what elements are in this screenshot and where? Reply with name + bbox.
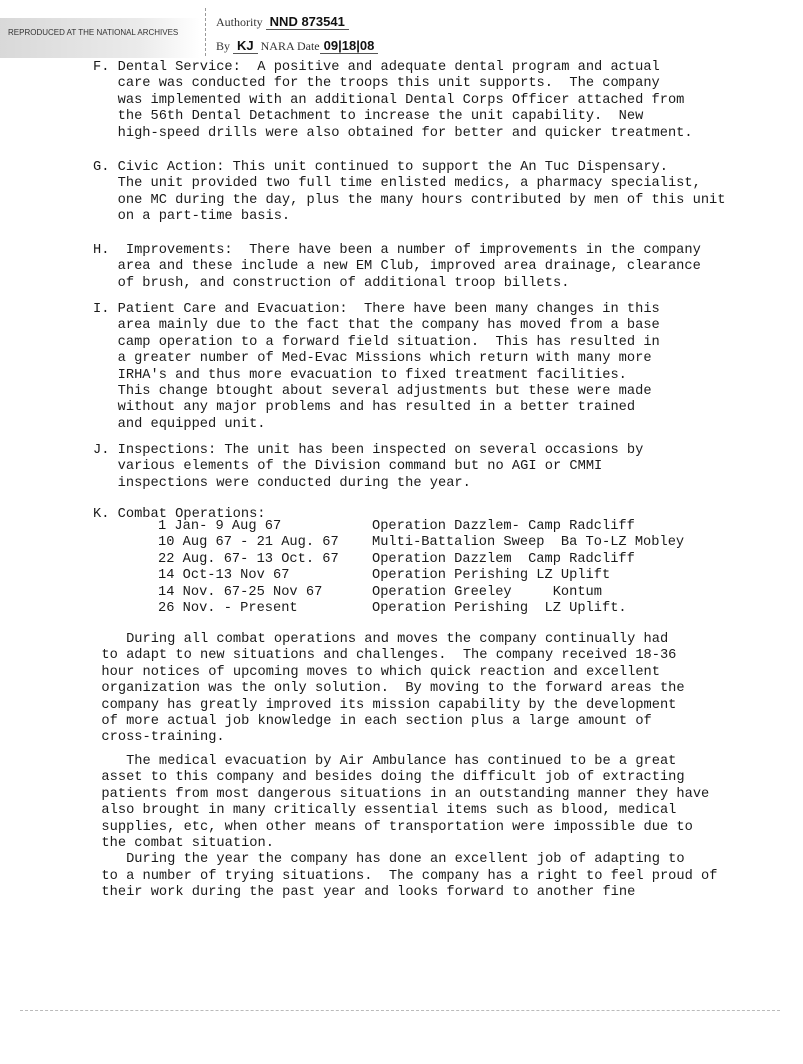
text-line: was implemented with an additional Dental Corps Officer attached from [93, 92, 685, 108]
declassification-stamp [205, 8, 401, 56]
paragraph-air-ambulance [85, 754, 717, 902]
nara-date-value: 09|18|08 [320, 38, 379, 54]
operation-name: Operation Dazzlem Camp Radcliff [372, 551, 635, 567]
text-line: organization was the only solution. By moving to the forward areas the [85, 681, 685, 697]
paragraph-combat-summary [85, 632, 685, 747]
text-line: J. Inspections: The unit has been inspected on several occasions by [93, 443, 644, 458]
text-line: also brought in many critically essential items such as blood, medical [85, 803, 677, 819]
operation-name: Operation Perishing LZ Uplift. [372, 601, 627, 617]
authority-label: Authority [216, 15, 263, 29]
archive-stamp-shading [0, 18, 200, 58]
authority-value: NND 873541 [266, 14, 349, 30]
text-line: The medical evacuation by Air Ambulance has continued to be a great [85, 754, 677, 769]
text-line: on a part-time basis. [93, 209, 291, 225]
page-bottom-edge [20, 1010, 780, 1011]
operation-dates: 1 Jan- 9 Aug 67 [158, 519, 282, 534]
text-line: inspections were conducted during the year. [93, 475, 471, 491]
operation-name: Operation Perishing LZ Uplift [372, 568, 611, 584]
text-line: supplies, etc, when other means of transportation were impossible due to [85, 819, 693, 835]
text-line: camp operation to a forward field situation. This has resulted in [93, 334, 660, 350]
operation-dates: 26 Nov. - Present [158, 601, 298, 617]
text-line: of brush, and construction of additional troop billets. [93, 275, 570, 291]
text-line: This change btought about several adjustments but these were made [93, 384, 652, 400]
operation-dates: 22 Aug. 67- 13 Oct. 67 [158, 551, 339, 567]
section-h-improvements [93, 243, 701, 292]
by-value: KJ [233, 38, 258, 54]
text-line: to adapt to new situations and challenges. The company received 18-36 [85, 648, 677, 664]
section-f-dental-service [93, 60, 693, 142]
text-line: one MC during the day, plus the many hours contributed by men of this unit [93, 192, 726, 208]
text-line: K. Combat Operations: [93, 507, 266, 522]
text-line: care was conducted for the troops this unit supports. The company [93, 76, 660, 92]
text-line: IRHA's and thus more evacuation to fixed treatment facilities. [93, 367, 627, 383]
archives-label: REPRODUCED AT THE NATIONAL ARCHIVES [8, 28, 179, 37]
text-line: area mainly due to the fact that the company has moved from a base [93, 318, 660, 334]
text-line: without any major problems and has resulted in a better trained [93, 400, 636, 416]
section-g-civic-action [93, 160, 725, 226]
nara-date-label: NARA Date [260, 39, 320, 53]
operation-dates: 10 Aug 67 - 21 Aug. 67 [158, 535, 339, 551]
operations-names [372, 519, 684, 617]
by-label: By [216, 39, 231, 53]
operation-dates: 14 Oct-13 Nov 67 [158, 568, 290, 584]
text-line: of more actual job knowledge in each section plus a large amount of [85, 714, 652, 730]
text-line: and equipped unit. [93, 416, 266, 432]
text-line: high-speed drills were also obtained for better and quicker treatment. [93, 125, 693, 141]
text-line: area and these include a new EM Club, improved area drainage, clearance [93, 259, 701, 275]
section-j-inspections [93, 443, 643, 492]
text-line: I. Patient Care and Evacuation: There have been many changes in this [93, 302, 660, 317]
text-line: to a number of trying situations. The company has a right to feel proud of [85, 868, 718, 884]
text-line: During all combat operations and moves the company continually had [85, 632, 669, 647]
text-line: H. Improvements: There have been a number of improvements in the company [93, 243, 701, 258]
text-line: cross-training. [85, 730, 225, 746]
operation-name: Operation Dazzlem- Camp Radcliff [372, 519, 635, 534]
text-line: During the year the company has done an excellent job of adapting to [85, 852, 685, 868]
text-line: various elements of the Division command but no AGI or CMMI [93, 459, 603, 475]
text-line: patients from most dangerous situations in an outstanding manner they have [85, 786, 710, 802]
text-line: asset to this company and besides doing the difficult job of extracting [85, 770, 685, 786]
operation-dates: 14 Nov. 67-25 Nov 67 [158, 584, 323, 600]
text-line: company has greatly improved its mission capability by the development [85, 697, 677, 713]
section-i-patient-care [93, 302, 660, 433]
operation-name: Operation Greeley Kontum [372, 584, 602, 600]
text-line: a greater number of Med-Evac Missions which return with many more [93, 351, 652, 367]
operations-dates [158, 519, 339, 617]
text-line: their work during the past year and looks forward to another fine [85, 885, 636, 901]
text-line: F. Dental Service: A positive and adequate dental program and actual [93, 60, 660, 75]
text-line: the 56th Dental Detachment to increase the unit capability. New [93, 109, 644, 125]
text-line: The unit provided two full time enlisted medics, a pharmacy specialist, [93, 176, 701, 192]
text-line: the combat situation. [85, 836, 274, 852]
text-line: G. Civic Action: This unit continued to support the An Tuc Dispensary. [93, 160, 668, 175]
operation-name: Multi-Battalion Sweep Ba To-LZ Mobley [372, 535, 685, 551]
text-line: hour notices of upcoming moves to which quick reaction and excellent [85, 664, 660, 680]
